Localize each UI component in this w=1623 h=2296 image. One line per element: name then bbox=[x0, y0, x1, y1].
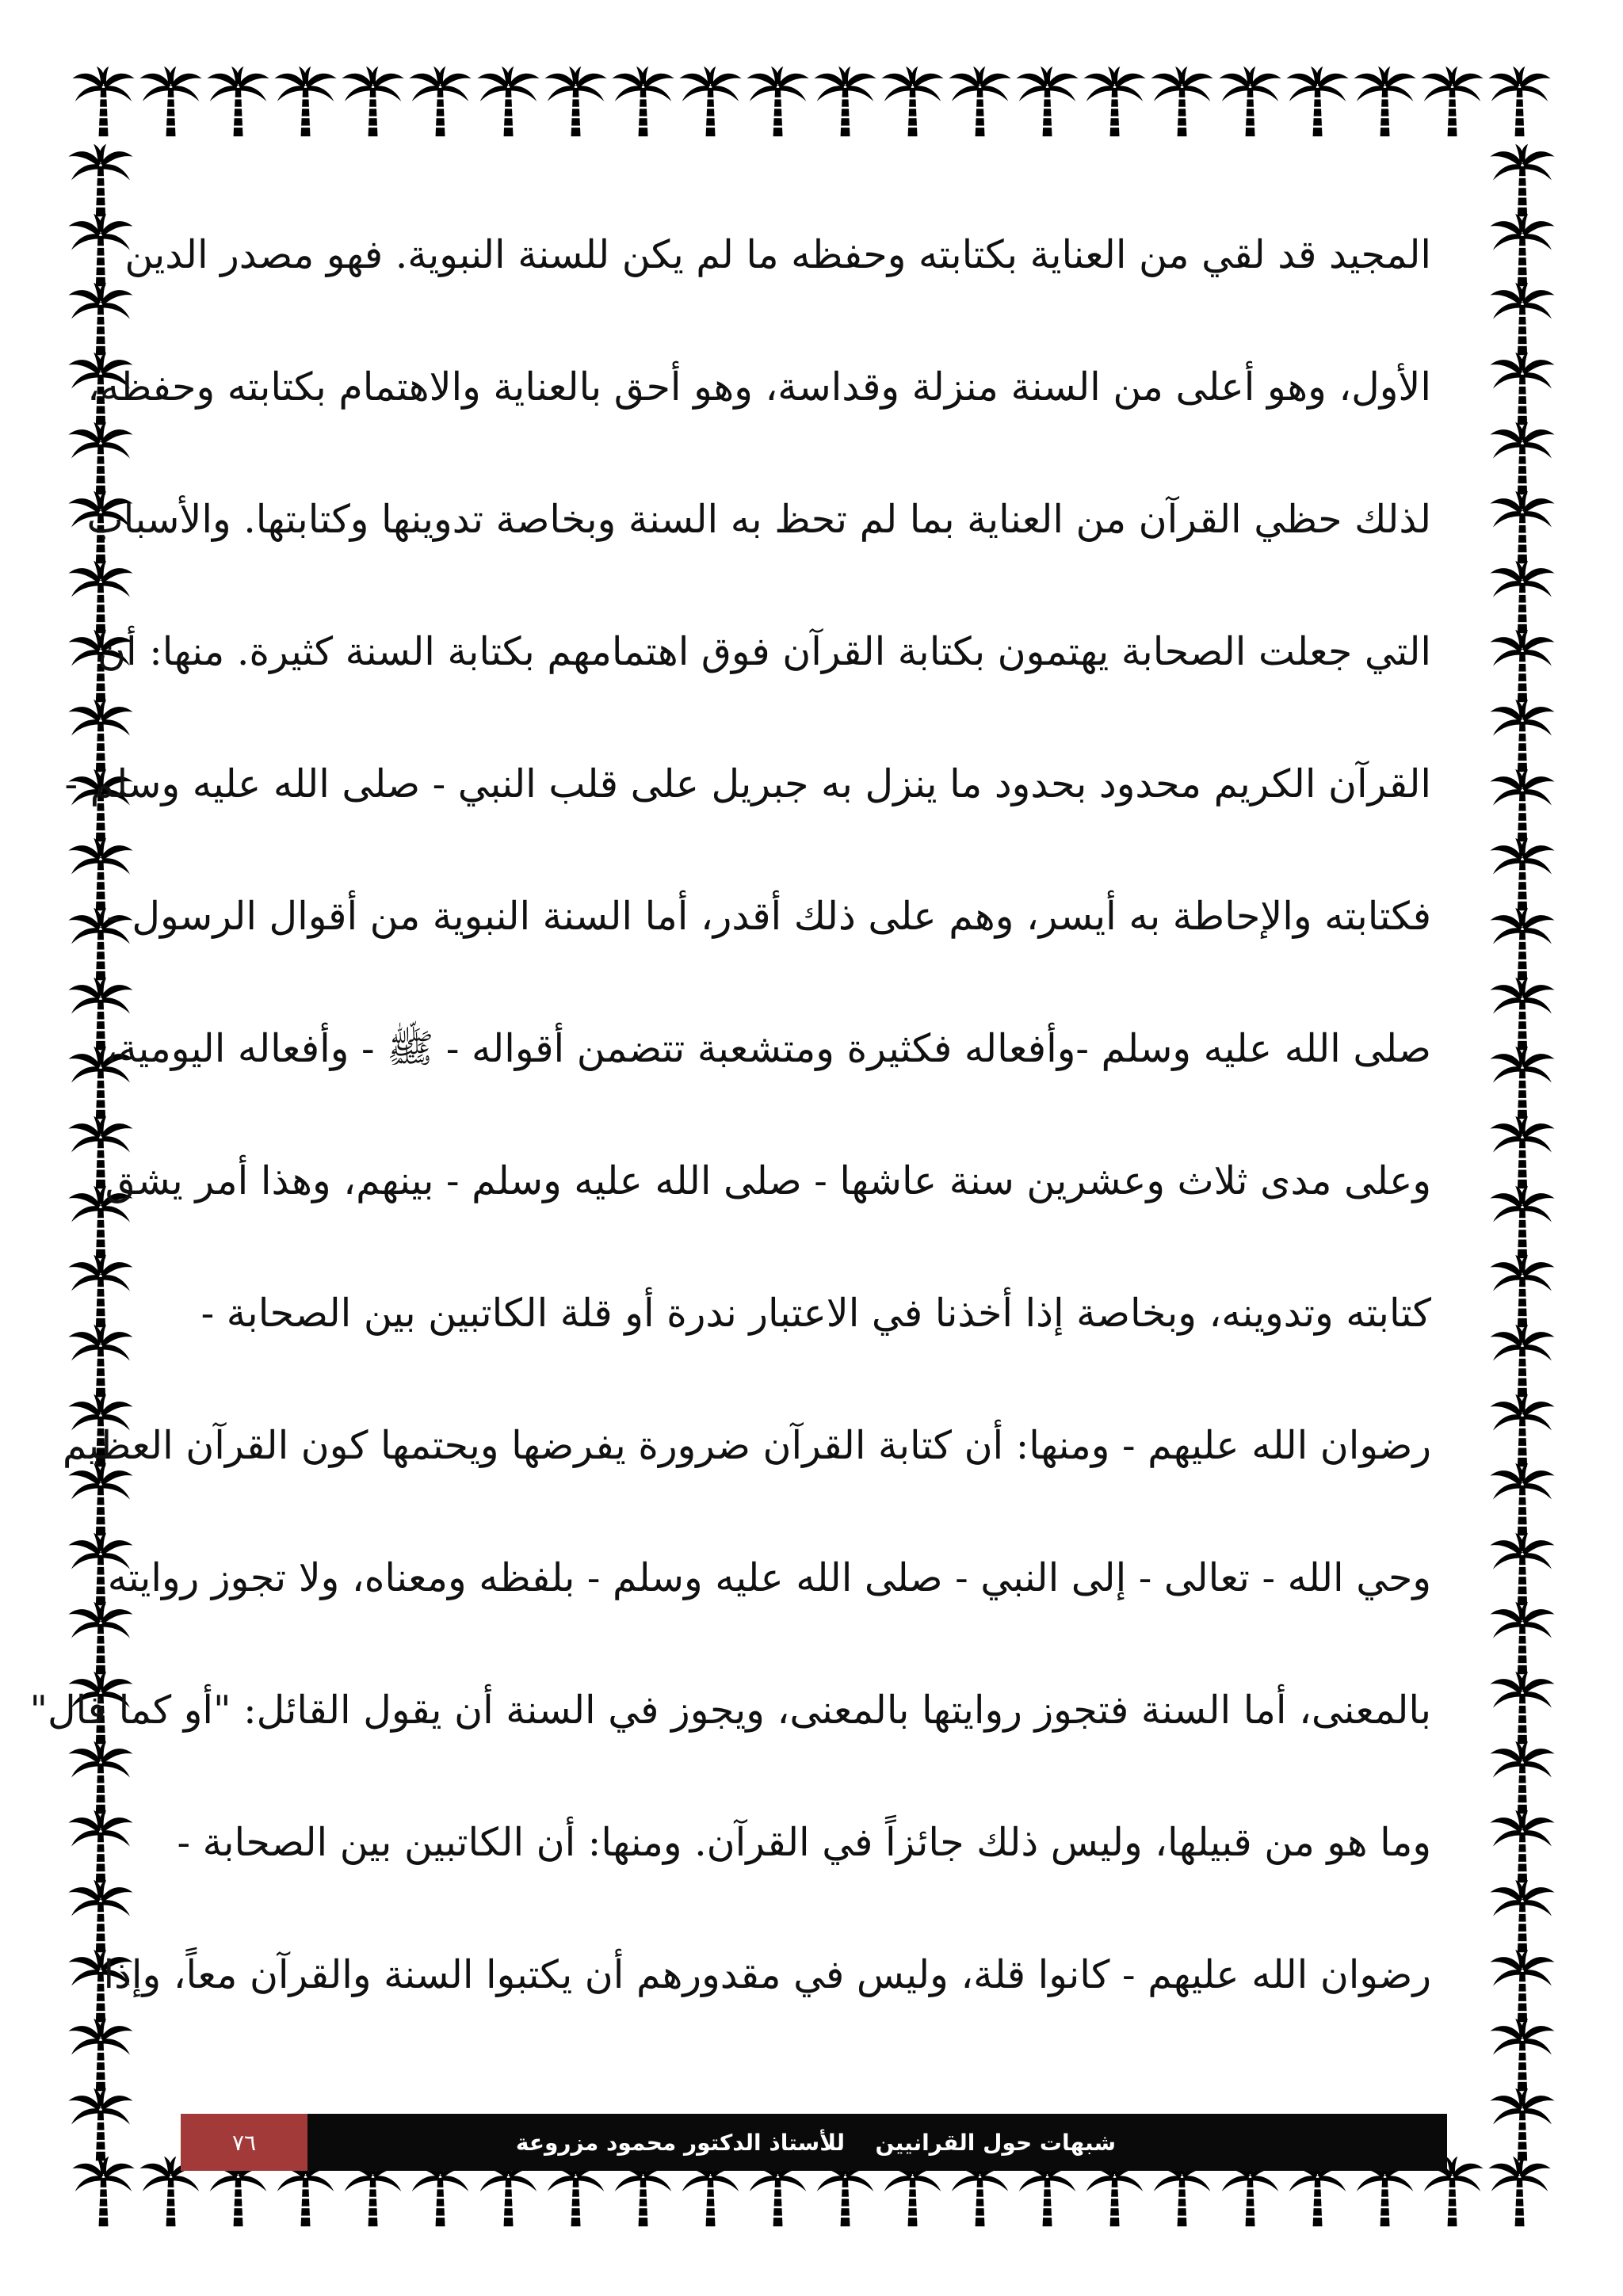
palm-tree-icon bbox=[1487, 1393, 1557, 1461]
palm-tree-icon bbox=[1487, 976, 1557, 1044]
palm-tree-icon bbox=[879, 65, 946, 144]
palm-tree-icon bbox=[1487, 143, 1557, 211]
palm-tree-icon bbox=[1216, 65, 1284, 144]
text-line: الأول، وهو أعلى من السنة منزلة وقداسة، وهو أحق بالعناية والاهتمام بكتابته وحفظه، bbox=[87, 364, 1431, 410]
palm-tree-icon bbox=[272, 65, 339, 144]
palm-tree-icon bbox=[1487, 351, 1557, 419]
palm-tree-icon bbox=[1487, 1670, 1557, 1738]
text-line: رضوان الله عليهم - ومنها: أن كتابة القرآن ضرورة يفرضها ويحتمها كون القرآن العظيم bbox=[62, 1423, 1431, 1468]
palm-tree-icon bbox=[1487, 2017, 1557, 2085]
palm-tree-icon bbox=[677, 65, 744, 144]
palm-tree-icon bbox=[946, 65, 1014, 144]
palm-tree-icon bbox=[204, 65, 272, 144]
text-line: رضوان الله عليهم - كانوا قلة، وليس في مقدورهم أن يكتبوا السنة والقرآن معاً، وإذا bbox=[103, 1952, 1431, 1997]
palm-tree-icon bbox=[609, 65, 677, 144]
palm-tree-icon bbox=[1487, 1462, 1557, 1530]
palm-tree-icon bbox=[1487, 1253, 1557, 1322]
palm-tree-icon bbox=[1487, 768, 1557, 836]
palm-tree-icon bbox=[1487, 698, 1557, 766]
palm-tree-icon bbox=[1486, 65, 1553, 144]
palm-tree-icon bbox=[66, 1253, 136, 1322]
text-line: وما هو من قبيلها، وليس ذلك جائزاً في القرآن. ومنها: أن الكاتبين بين الصحابة - bbox=[177, 1820, 1431, 1865]
text-line: وحي الله - تعالى - إلى النبي - صلى الله عليه وسلم - بلفظه ومعناه، ولا تجوز روايته bbox=[107, 1555, 1431, 1600]
palm-tree-icon bbox=[1487, 212, 1557, 280]
palm-tree-icon bbox=[1487, 1600, 1557, 1669]
palm-tree-icon bbox=[1487, 837, 1557, 905]
palm-tree-icon bbox=[1487, 1809, 1557, 1877]
page-number: ٧٦ bbox=[181, 2114, 307, 2171]
palm-tree-icon bbox=[137, 65, 204, 144]
text-line: لذلك حظي القرآن من العناية بما لم تحظ به السنة وبخاصة تدوينها وكتابتها. والأسباب bbox=[86, 497, 1431, 542]
palm-tree-icon bbox=[1487, 1115, 1557, 1183]
palm-tree-icon bbox=[407, 65, 474, 144]
text-line: القرآن الكريم محدود بحدود ما ينزل به جبريل على قلب النبي - صلى الله عليه وسلم - bbox=[64, 761, 1431, 807]
palm-tree-icon bbox=[1419, 65, 1486, 144]
page-body-text bbox=[29, 189, 1431, 2041]
palm-tree-icon bbox=[1487, 1878, 1557, 1947]
palm-tree-icon bbox=[1081, 65, 1148, 144]
palm-tree-icon bbox=[542, 65, 609, 144]
palm-tree-icon bbox=[1487, 421, 1557, 489]
text-line: صلى الله عليه وسلم -وأفعاله فكثيرة ومتشعبة تتضمن أقواله - ﷺ - وأفعاله اليومية، bbox=[105, 1026, 1431, 1071]
palm-tree-icon bbox=[339, 65, 407, 144]
palm-tree-icon bbox=[66, 1809, 136, 1877]
palm-tree-icon bbox=[1014, 65, 1081, 144]
palm-tree-icon bbox=[66, 2087, 136, 2155]
palm-tree-icon bbox=[1284, 65, 1351, 144]
text-line: بالمعنى، أما السنة فتجوز روايتها بالمعنى، ويجوز في السنة أن يقول القائل: "أو كما قال" bbox=[29, 1688, 1431, 1733]
text-line: المجيد قد لقي من العناية بكتابته وحفظه ما لم يكن للسنة النبوية. فهو مصدر الدين bbox=[124, 232, 1431, 277]
palm-tree-icon bbox=[1487, 1323, 1557, 1391]
text-line: فكتابته والإحاطة به أيسر، وهم على ذلك أقدر، أما السنة النبوية من أقوال الرسول - bbox=[106, 894, 1431, 939]
text-line: كتابته وتدوينه، وبخاصة إذا أخذنا في الاعتبار ندرة أو قلة الكاتبين بين الصحابة - bbox=[200, 1291, 1431, 1336]
palm-tree-icon bbox=[1486, 2155, 1553, 2234]
palm-tree-icon bbox=[744, 65, 812, 144]
text-line: وعلى مدى ثلاث وعشرين سنة عاشها - صلى الله عليه وسلم - بينهم، وهذا أمر يشق bbox=[105, 1158, 1431, 1203]
palm-tree-icon bbox=[1487, 1531, 1557, 1600]
palm-tree-icon bbox=[70, 2155, 137, 2234]
palm-tree-icon bbox=[812, 65, 879, 144]
palm-tree-icon bbox=[1487, 906, 1557, 974]
palm-tree-icon bbox=[1487, 1740, 1557, 1808]
palm-tree-icon bbox=[1487, 1045, 1557, 1113]
border-right bbox=[1479, 143, 1566, 2155]
palm-tree-icon bbox=[1487, 559, 1557, 627]
palm-tree-icon bbox=[1148, 65, 1216, 144]
palm-tree-icon bbox=[1487, 281, 1557, 349]
border-top bbox=[70, 57, 1553, 152]
footer-author: للأستاذ الدكتور محمود مزروعة bbox=[515, 2129, 845, 2156]
palm-tree-icon bbox=[1351, 65, 1419, 144]
text-line: التي جعلت الصحابة يهتمون بكتابة القرآن فوق اهتمامهم بكتابة السنة كثيرة. منها: أن bbox=[97, 629, 1431, 674]
palm-tree-icon bbox=[1487, 628, 1557, 696]
palm-tree-icon bbox=[70, 65, 137, 144]
footer-book-title: شبهات حول القرانيين bbox=[875, 2129, 1116, 2156]
palm-tree-icon bbox=[1487, 1948, 1557, 2016]
palm-tree-icon bbox=[1487, 490, 1557, 558]
palm-tree-icon bbox=[475, 65, 542, 144]
footer-bar bbox=[181, 2114, 1447, 2171]
palm-tree-icon bbox=[1487, 1184, 1557, 1253]
palm-tree-icon bbox=[1487, 2087, 1557, 2155]
